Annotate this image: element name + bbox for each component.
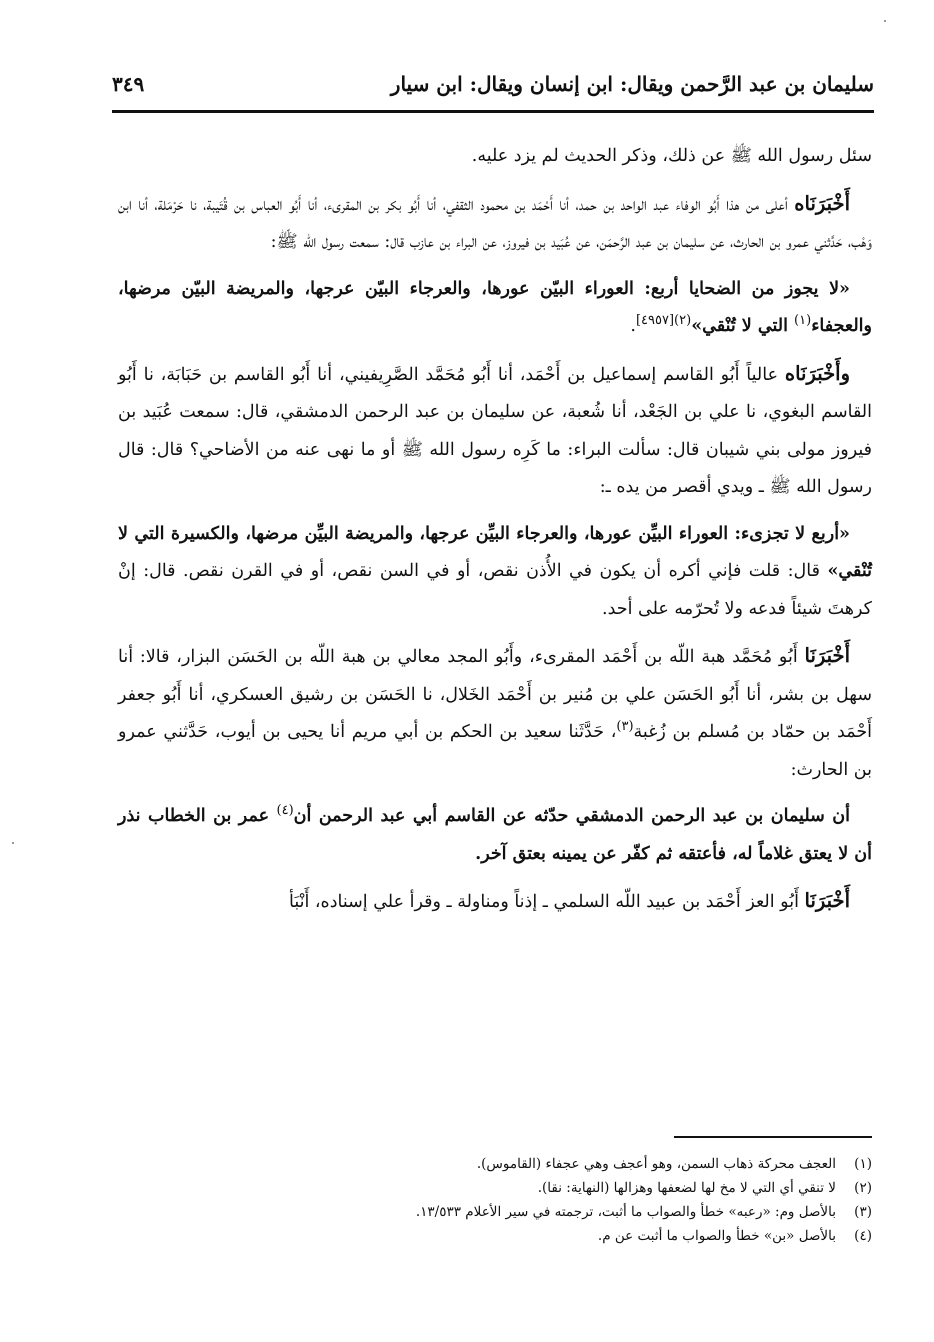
- text-segment: قال: قلت فإني أكره أن يكون في الأُذن نقص، أو في السن نقص، أو في القرن نقص. قال: إنْ كرهتَ شيئاً فدعه ولا تُحرّمه على أحد.: [118, 561, 872, 619]
- text-segment: ، حَدَّثَنا سعيد بن الحكم بن أبي مريم أنا يحيى بن أيوب، حَدَّثني عمرو بن الحارث:: [118, 722, 872, 780]
- footnote: [118, 1200, 872, 1224]
- isnad-lead-word: أَخْبَرَنَاه: [794, 191, 850, 215]
- text-segment: أَبُو العز أَحْمَد بن عبيد اللّه السلمي ـ إذناً ومناولة ـ وقرأ علي إسناده، أَنْبَأ: [289, 892, 805, 912]
- footnote-reference: (٣): [616, 719, 634, 735]
- text-segment: عالياً أَبُو القاسم إسماعيل بن أَحْمَد، أنا أَبُو مُحَمَّد الصَّرِيفيني، أنا أَبُو القاسم بن حَبَابَة، نا أَبُو القاسم البغوي، نا علي بن الجَعْد، أنا شُعبة، عن سليمان بن عبد الرحمن الدمشقي، قال: سمعت عُبَيد بن فيروز مولى بني شيبان قال: سألت البراء: ما كَرِه رسول الله ﷺ أو ما نهى عنه من الأضاحي؟ قال: قال رسول الله ﷺ ـ ويدي أقصر من يده ـ:: [118, 364, 872, 497]
- text-segment: أعلى من هذا أَبُو الوفاء عبد الواحد بن حمد، أنا أَحْمَد بن محمود الثقفي، أنا أَبُو بكر بن المقرىء، أنا أَبُو العباس بن قُتَيبة، نا حَرْمَلة، أنا ابن وَهْب، حَدَّثني عمرو بن الحارث، عن سليمان بن عبد الرَّحمَن، عن عُبَيد بن فيروز، عن البراء بن عازب قال: سمعت رسول الله ﷺ:: [118, 194, 872, 252]
- page-number: ٣٤٩: [112, 72, 145, 96]
- paragraph: [118, 882, 872, 922]
- footnote-number: (٢): [854, 1180, 872, 1196]
- scan-speck: [12, 842, 14, 844]
- main-text: [118, 138, 872, 931]
- paragraph: [118, 138, 872, 176]
- paragraph: [118, 271, 872, 346]
- isnad-lead-word: أَخْبَرَنَا: [804, 644, 850, 667]
- isnad-lead-word: أَخْبَرَنَا: [804, 889, 850, 912]
- footnote-number: (٤): [854, 1228, 872, 1244]
- footnote: [118, 1176, 872, 1200]
- footnote-reference: (٤): [276, 803, 294, 819]
- footnote-text: بالأصل وم: «رعبه» خطأ والصواب ما أثبت، ترجمته في سير الأعلام ١٣/٥٣٣.: [415, 1204, 836, 1220]
- hadith-text: التي لا تُنْقي»: [691, 316, 795, 336]
- footnote-text: لا تنقي أي التي لا مخ لها لضعفها وهزالها (النهاية: نقا).: [537, 1180, 836, 1196]
- footnote-reference: (٢)[٤٩٥٧]: [635, 313, 692, 329]
- paragraph: [118, 516, 872, 629]
- footnote: [118, 1224, 872, 1248]
- hadith-text: أن سليمان بن عبد الرحمن الدمشقي حدّثه عن القاسم أبي عبد الرحمن أن: [293, 806, 850, 826]
- paragraph: [118, 798, 872, 873]
- hadith-text: «لا يجوز من الضحايا أربع: العوراء البيّن عورها، والعرجاء البيّن عرجها، والمريضة البيّن مرضها، والعجفاء: [118, 278, 872, 336]
- scan-speck: [884, 20, 886, 22]
- text-segment: سئل رسول الله ﷺ عن ذلك، وذكر الحديث لم يزد عليه.: [471, 146, 872, 166]
- text-segment: أَبُو مُحَمَّد هبة اللّه بن أَحْمَد المقرىء، وأَبُو المجد معالي بن هبة اللّه بن الحَسَن البزار، قالا: أنا سهل بن بشر، أنا أَبُو الحَسَن علي بن مُنير بن أَحْمَد الخَلال، نا الحَسَن بن رشيق العسكري، أنا أَبُو جعفر أَحْمَد بن حمّاد بن مُسلم بن زُغبة: [118, 647, 873, 742]
- header-title: سليمان بن عبد الرَّحمن ويقال: ابن إنسان ويقال: ابن سيار: [390, 72, 874, 96]
- hadith-text: «أربع لا تجزىء: العوراء البيِّن عورها، والعرجاء البيِّن عرجها، والمريضة البيِّن مرضها، والكسيرة التي لا تُنْقي»: [118, 523, 872, 581]
- text-segment: .: [630, 316, 636, 336]
- footnote-text: العجف محركة ذهاب السمن، وهو أعجف وهي عجفاء (القاموس).: [476, 1156, 836, 1172]
- paragraph: [118, 355, 872, 507]
- footnote: [118, 1152, 872, 1176]
- hadith-text: عمر بن الخطاب نذر أن لا يعتق غلاماً له، فأعتقه ثم كفّر عن يمينه بعتق آخر.: [118, 806, 872, 864]
- running-header: [112, 66, 874, 110]
- footnotes: [118, 1152, 872, 1248]
- footnote-reference: (١): [794, 313, 812, 329]
- isnad-lead-word: وأَخْبَرَنَاه: [784, 361, 850, 385]
- header-rule: [112, 110, 874, 113]
- paragraph: [118, 637, 872, 789]
- footnote-text: بالأصل «بن» خطأ والصواب ما أثبت عن م.: [597, 1228, 836, 1244]
- footnote-number: (١): [854, 1156, 872, 1172]
- footnote-number: (٣): [854, 1204, 872, 1220]
- footnote-rule: [674, 1136, 872, 1138]
- paragraph: [118, 185, 872, 262]
